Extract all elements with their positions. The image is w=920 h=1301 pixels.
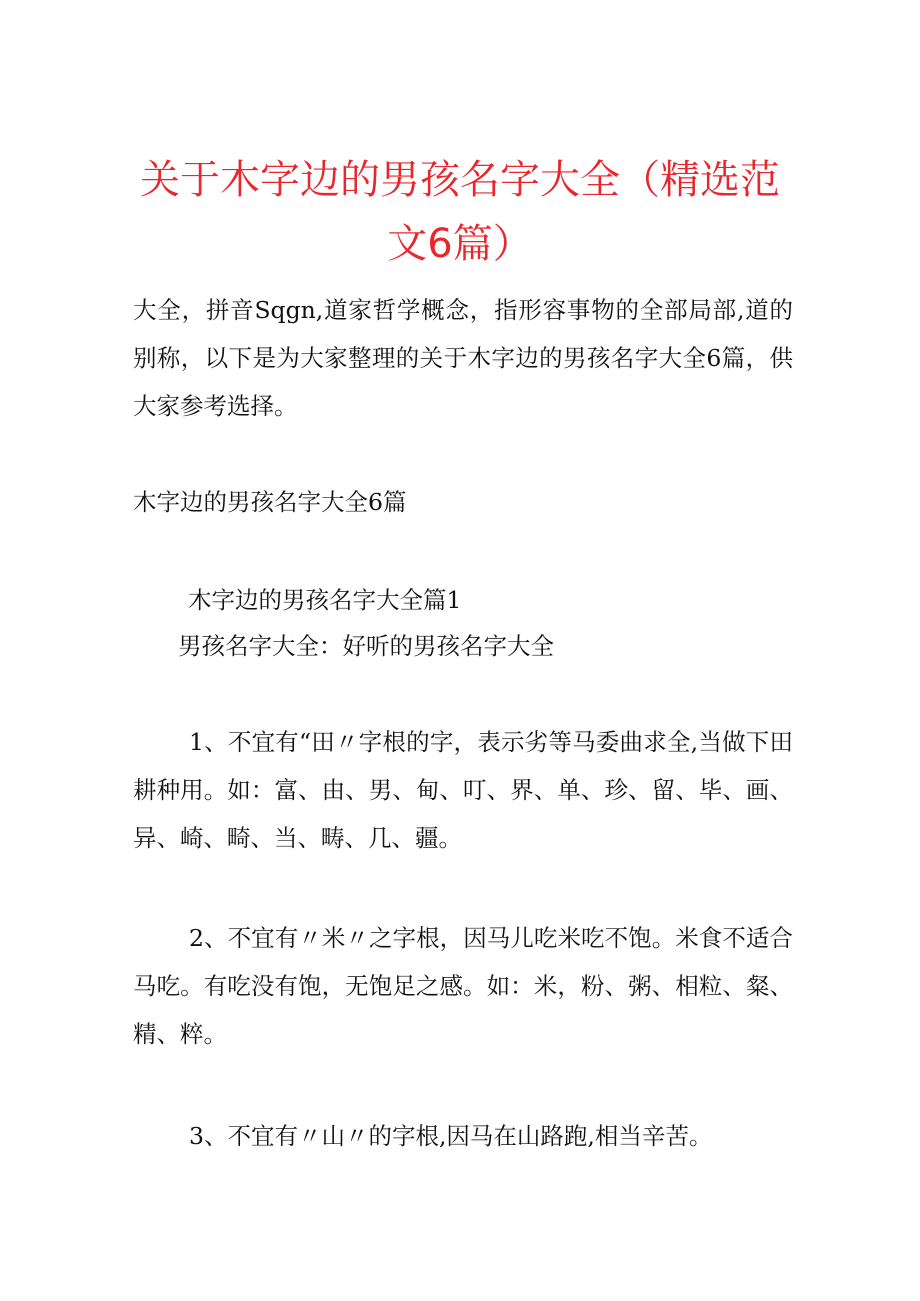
- document-title: 关于木字边的男孩名字大全（精选范文6篇）: [140, 157, 780, 267]
- article-subtitle: 男孩名字大全：好听的男孩名字大全: [178, 632, 554, 660]
- list-item: 3、不宜有〃山〃的字根,因马在山路跑,相当辛苦。: [189, 1122, 713, 1150]
- list-item: 2、不宜有〃米〃之字根，因马儿吃米吃不饱。米食不适合马吃。有吃没有饱，无饱足之感。如：米，粉、粥、相粒、粲、精、粹。: [133, 924, 793, 1048]
- section-heading: 木字边的男孩名字大全6篇: [133, 488, 407, 516]
- list-item: 1、不宜有“田〃字根的字，表示劣等马委曲求全,当做下田耕种用。如：富、由、男、甸、叮、界、单、珍、留、毕、画、异、崎、畸、当、畴、几、疆。: [133, 728, 793, 852]
- intro-paragraph: 大全，拼音Sqgn,道家哲学概念，指形容事物的全部局部,道的别称，以下是为大家整理的关于木字边的男孩名字大全6篇，供大家参考选择。: [133, 296, 793, 420]
- article-heading: 木字边的男孩名字大全篇1: [188, 586, 462, 614]
